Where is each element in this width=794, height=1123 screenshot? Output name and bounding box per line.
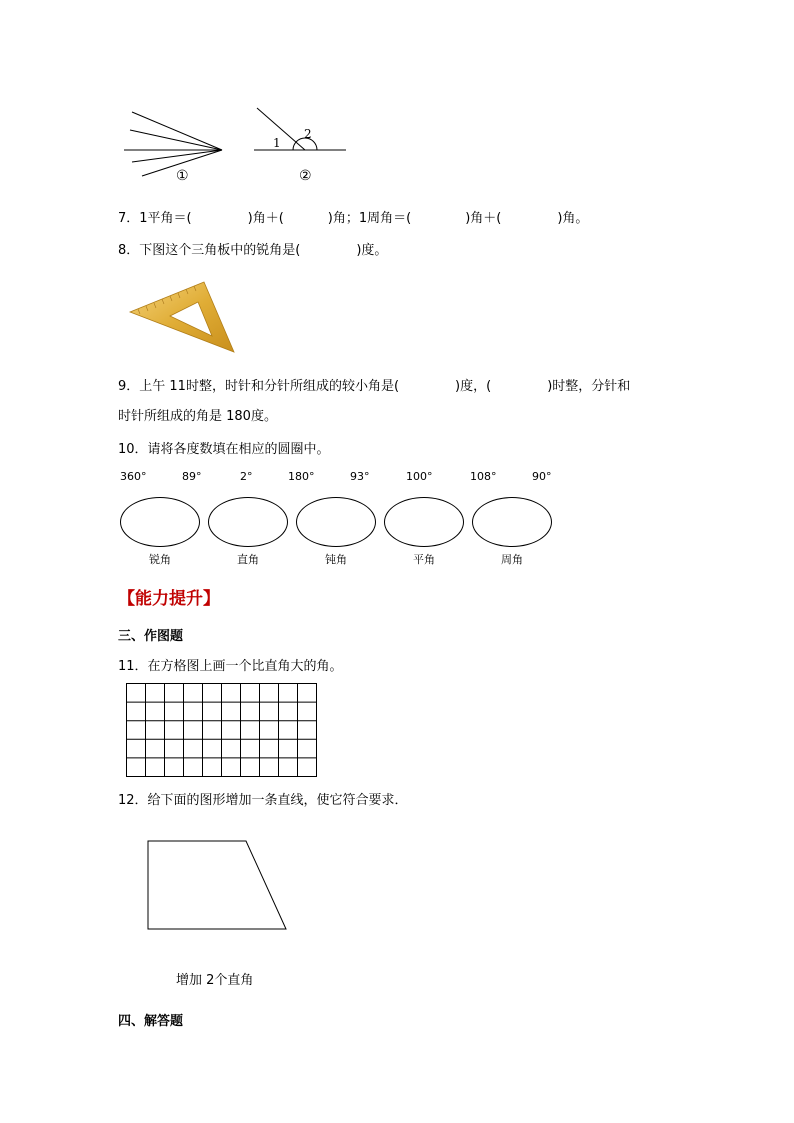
q9-part-3: )时整，分针和 bbox=[547, 379, 631, 394]
q9-part-1: 9．上午 11时整，时针和分针所组成的较小角是( bbox=[118, 379, 400, 394]
q7-part-4: )角＋( bbox=[465, 211, 502, 226]
question-8 bbox=[118, 239, 387, 258]
q7-part-1: 7．1平角＝( bbox=[118, 211, 192, 226]
answer-oval-right[interactable] bbox=[208, 497, 288, 547]
category-label-acute: 锐角 bbox=[149, 553, 171, 566]
question-11: 11．在方格图上画一个比直角大的角。 bbox=[118, 659, 343, 674]
angle-1-label: 1 bbox=[273, 136, 281, 150]
q8-part-2: )度。 bbox=[356, 243, 388, 258]
degree-value: 89° bbox=[182, 470, 202, 483]
category-label-full: 周角 bbox=[501, 553, 523, 566]
category-label-right: 直角 bbox=[237, 553, 259, 566]
section-title-ability: 【能力提升】 bbox=[118, 589, 220, 609]
answer-oval-full[interactable] bbox=[472, 497, 552, 547]
degree-value: 180° bbox=[288, 470, 315, 483]
degree-value: 2° bbox=[240, 470, 253, 483]
angle-figures bbox=[110, 100, 360, 190]
answer-oval-straight[interactable] bbox=[384, 497, 464, 547]
question-7 bbox=[118, 207, 588, 226]
degree-value: 93° bbox=[350, 470, 370, 483]
degree-value: 90° bbox=[532, 470, 552, 483]
question-12: 12．给下面的图形增加一条直线，使它符合要求． bbox=[118, 793, 408, 808]
trapezoid-figure[interactable] bbox=[140, 835, 292, 935]
question-9-line-2: 时针所组成的角是 180度。 bbox=[118, 409, 277, 424]
angle-2-label: 2 bbox=[304, 127, 312, 141]
question-10: 10．请将各度数填在相应的圆圈中。 bbox=[118, 442, 330, 457]
category-label-obtuse: 钝角 bbox=[325, 553, 347, 566]
category-label-straight: 平角 bbox=[413, 553, 435, 566]
degree-value: 360° bbox=[120, 470, 147, 483]
part-3-title: 三、作图题 bbox=[118, 629, 184, 644]
part-4-title: 四、解答题 bbox=[118, 1014, 184, 1029]
figure-2-label: ② bbox=[299, 168, 312, 184]
degree-value: 108° bbox=[470, 470, 497, 483]
triangle-ruler-image bbox=[126, 278, 238, 358]
figure-2-angle bbox=[254, 108, 346, 150]
answer-oval-acute[interactable] bbox=[120, 497, 200, 547]
degree-value: 100° bbox=[406, 470, 433, 483]
answer-oval-obtuse[interactable] bbox=[296, 497, 376, 547]
question-12-caption: 增加 2个直角 bbox=[176, 973, 254, 988]
q7-part-2: )角＋( bbox=[247, 211, 284, 226]
figure-1-rays bbox=[124, 112, 222, 176]
question-9-line-1 bbox=[118, 375, 630, 394]
q7-part-3: )角；1周角＝( bbox=[327, 211, 412, 226]
grid-paper[interactable] bbox=[126, 683, 318, 779]
q8-part-1: 8．下图这个三角板中的锐角是( bbox=[118, 243, 301, 258]
q9-part-2: )度，( bbox=[455, 379, 492, 394]
figure-1-label: ① bbox=[176, 168, 189, 184]
q7-part-5: )角。 bbox=[557, 211, 589, 226]
